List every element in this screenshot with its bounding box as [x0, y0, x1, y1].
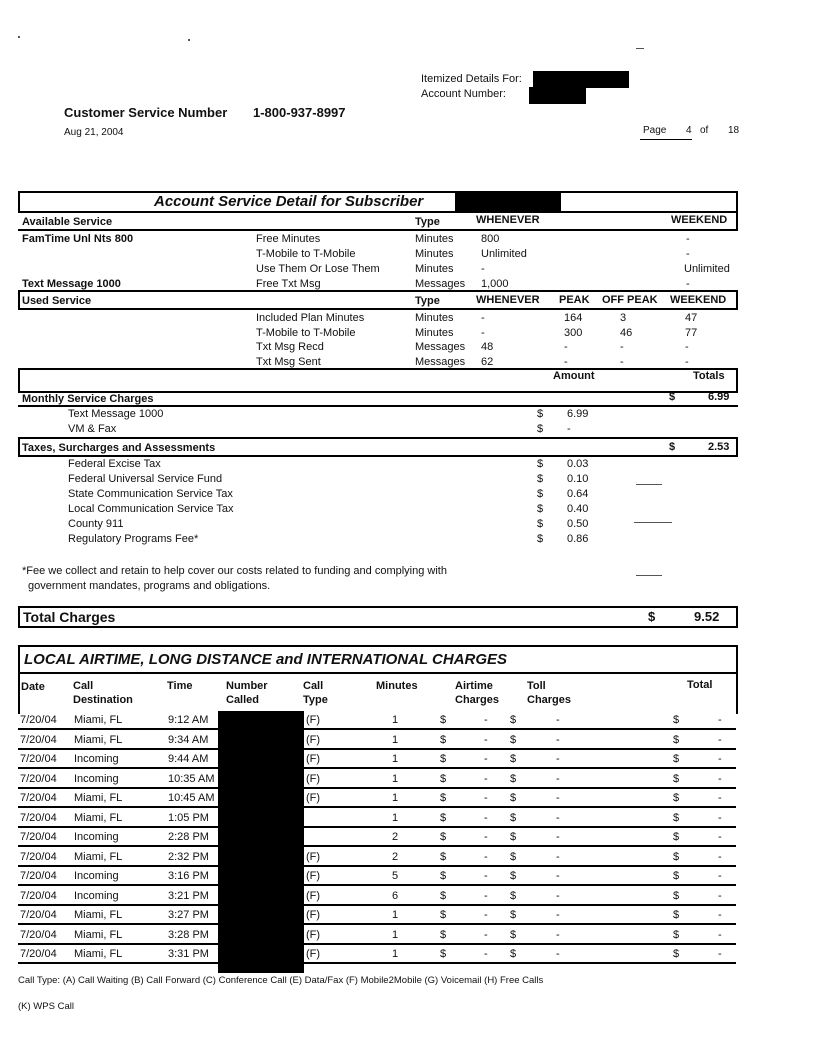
col-time: Time [167, 680, 193, 692]
used-peak-value: 300 [564, 326, 583, 339]
footnote-line-1: *Fee we collect and retain to help cover our costs related to funding and complying with [22, 565, 447, 577]
tax-item-currency: $ [537, 458, 544, 470]
available-service-type: Minutes [415, 233, 454, 245]
call-time: 3:16 PM [168, 870, 209, 882]
toll-currency: $ [510, 850, 517, 863]
airtime-charge: - [484, 831, 488, 843]
col-minutes: Minutes [376, 680, 418, 692]
call-type: (F) [306, 792, 321, 804]
toll-currency: $ [510, 870, 517, 882]
call-minutes: 1 [392, 733, 399, 746]
tax-item-amount: 0.64 [567, 488, 589, 500]
col-toll-1: Toll [527, 680, 546, 692]
call-total: - [718, 811, 722, 824]
monthly-item-amount: 6.99 [567, 408, 589, 420]
toll-currency: $ [510, 928, 517, 941]
call-row [18, 945, 736, 964]
toll-charge: - [556, 909, 560, 921]
airtime-currency: $ [440, 948, 447, 960]
used-offpeak-value: - [620, 355, 624, 368]
page-label: Page [643, 125, 667, 136]
redacted-subscriber-name [533, 71, 629, 88]
call-row [18, 711, 736, 730]
call-total: - [718, 792, 722, 804]
used-weekend-value: - [685, 355, 689, 368]
col-calltype-1: Call [303, 680, 324, 692]
toll-charge: - [556, 714, 560, 726]
available-service-label: Available Service [22, 216, 113, 228]
airtime-currency: $ [440, 831, 447, 843]
amount-totals-header-box [18, 368, 738, 393]
call-minutes: 1 [392, 948, 399, 960]
total-currency: $ [673, 928, 680, 941]
call-time: 3:21 PM [168, 889, 209, 902]
call-total: - [718, 870, 722, 882]
airtime-charge: - [484, 733, 488, 746]
toll-currency: $ [510, 811, 517, 824]
available-service-type: Messages [415, 278, 466, 290]
airtime-charge: - [484, 909, 488, 921]
available-weekend-label: WEEKEND [671, 214, 728, 226]
call-minutes: 1 [392, 714, 399, 726]
available-whenever-value: 800 [481, 233, 500, 245]
call-type: (F) [306, 772, 321, 785]
tax-item-amount: 0.03 [567, 458, 589, 470]
airtime-charge: - [484, 870, 488, 882]
total-currency: $ [673, 811, 680, 824]
call-type: (F) [306, 870, 321, 882]
account-detail-title: Account Service Detail for Subscriber [154, 193, 424, 210]
airtime-currency: $ [440, 870, 447, 882]
col-number-1: Number [226, 680, 268, 692]
call-type: (F) [306, 714, 321, 726]
calls-left-edge [18, 674, 20, 714]
used-peak-value: - [564, 341, 568, 353]
used-service-desc: T-Mobile to T-Mobile [256, 326, 356, 339]
airtime-currency: $ [440, 792, 447, 804]
page-underline [640, 139, 692, 140]
used-service-desc: Txt Msg Recd [256, 341, 324, 353]
available-weekend-value: - [686, 248, 690, 260]
airtime-currency: $ [440, 928, 447, 941]
call-date: 7/20/04 [20, 909, 57, 921]
monthly-charges-label: Monthly Service Charges [22, 393, 154, 405]
airtime-currency: $ [440, 889, 447, 902]
toll-charge: - [556, 831, 560, 843]
call-type-legend: Call Type: (A) Call Waiting (B) Call Forward (C) Conference Call (E) Data/Fax (F) Mobile2Mobile (G) Voicemail (H) Free Calls [18, 975, 544, 986]
call-date: 7/20/04 [20, 811, 57, 824]
call-destination: Miami, FL [74, 928, 123, 941]
call-minutes: 5 [392, 870, 399, 882]
airtime-charge: - [484, 753, 488, 765]
used-offpeak-label: OFF PEAK [602, 294, 658, 306]
row-divider [18, 962, 736, 964]
toll-currency: $ [510, 889, 517, 902]
call-destination: Miami, FL [74, 811, 123, 824]
used-weekend-value: - [685, 341, 689, 353]
airtime-currency: $ [440, 811, 447, 824]
call-date: 7/20/04 [20, 714, 57, 726]
tax-item-name: County 911 [68, 518, 124, 530]
col-airtime-2: Charges [455, 694, 500, 706]
total-currency: $ [673, 733, 680, 746]
taxes-total-currency: $ [669, 441, 676, 453]
scan-speck [636, 484, 662, 485]
used-offpeak-value: 46 [620, 326, 633, 339]
total-currency: $ [673, 948, 680, 960]
toll-charge: - [556, 753, 560, 765]
used-whenever-value: 62 [481, 355, 494, 368]
call-time: 9:12 AM [168, 714, 209, 726]
redacted-account-number [529, 87, 586, 104]
tax-item-amount: 0.40 [567, 503, 589, 515]
col-calltype-2: Type [303, 694, 328, 706]
scan-speck [18, 36, 20, 38]
airtime-charge: - [484, 850, 488, 863]
monthly-item-currency: $ [537, 423, 544, 435]
available-plan-name: FamTime Unl Nts 800 [22, 233, 134, 245]
call-type: (F) [306, 948, 321, 960]
call-destination: Miami, FL [74, 733, 123, 746]
available-service-type: Minutes [415, 248, 454, 260]
taxes-label: Taxes, Surcharges and Assessments [22, 442, 216, 454]
scan-speck [636, 575, 662, 576]
available-service-desc: Free Txt Msg [256, 278, 321, 290]
used-service-type: Messages [415, 355, 466, 368]
call-type: (F) [306, 753, 321, 765]
tax-item-amount: 0.86 [567, 533, 589, 545]
used-service-type: Minutes [415, 326, 454, 339]
call-time: 3:27 PM [168, 909, 209, 921]
total-currency: $ [673, 831, 680, 843]
call-total: - [718, 831, 722, 843]
call-minutes: 1 [392, 772, 399, 785]
airtime-currency: $ [440, 850, 447, 863]
airtime-charge: - [484, 811, 488, 824]
col-number-2: Called [226, 694, 260, 706]
available-whenever-label: WHENEVER [476, 214, 540, 226]
total-currency: $ [673, 792, 680, 804]
call-destination: Incoming [74, 870, 119, 882]
call-type: (F) [306, 733, 321, 746]
statement-date: Aug 21, 2004 [64, 127, 124, 138]
total-currency: $ [673, 850, 680, 863]
call-total: - [718, 909, 722, 921]
toll-currency: $ [510, 714, 517, 726]
available-header-rule [18, 229, 738, 231]
used-service-type: Messages [415, 341, 466, 353]
call-minutes: 2 [392, 850, 399, 863]
available-plan-name: Text Message 1000 [22, 278, 121, 290]
call-total: - [718, 753, 722, 765]
call-type-legend-2: (K) WPS Call [18, 1001, 74, 1012]
footnote-line-2: government mandates, programs and obligations. [28, 580, 271, 592]
available-type-label: Type [415, 216, 440, 228]
used-service-desc: Txt Msg Sent [256, 355, 321, 368]
call-total: - [718, 948, 722, 960]
call-minutes: 2 [392, 831, 399, 843]
itemized-details-label: Itemized Details For: [421, 73, 522, 85]
call-destination: Miami, FL [74, 792, 123, 804]
toll-currency: $ [510, 831, 517, 843]
monthly-total-currency: $ [669, 391, 676, 403]
available-service-desc: T-Mobile to T-Mobile [256, 248, 356, 260]
call-type: (F) [306, 928, 321, 941]
airtime-currency: $ [440, 909, 447, 921]
call-total: - [718, 889, 722, 902]
call-date: 7/20/04 [20, 889, 57, 902]
call-date: 7/20/04 [20, 850, 57, 863]
tax-item-name: Federal Universal Service Fund [68, 473, 223, 485]
call-destination: Miami, FL [74, 909, 123, 921]
toll-currency: $ [510, 753, 517, 765]
call-total: - [718, 733, 722, 746]
toll-charge: - [556, 928, 560, 941]
tax-item-currency: $ [537, 488, 544, 500]
col-destination-2: Destination [73, 694, 133, 706]
calls-right-edge [736, 674, 738, 714]
toll-charge: - [556, 870, 560, 882]
total-currency: $ [673, 753, 680, 765]
used-whenever-label: WHENEVER [476, 294, 540, 306]
airtime-currency: $ [440, 772, 447, 785]
toll-currency: $ [510, 948, 517, 960]
amount-label: Amount [553, 370, 595, 382]
available-service-desc: Use Them Or Lose Them [256, 263, 380, 275]
available-weekend-value: - [686, 278, 690, 290]
col-airtime-1: Airtime [455, 680, 493, 692]
available-whenever-value: - [481, 263, 485, 275]
toll-charge: - [556, 889, 560, 902]
call-minutes: 1 [392, 909, 399, 921]
airtime-currency: $ [440, 714, 447, 726]
call-minutes: 1 [392, 753, 399, 765]
total-charges-box [18, 606, 738, 628]
col-toll-2: Charges [527, 694, 572, 706]
airtime-charge: - [484, 948, 488, 960]
tax-item-name: State Communication Service Tax [68, 488, 233, 500]
total-currency: $ [673, 772, 680, 785]
call-date: 7/20/04 [20, 733, 57, 746]
call-total: - [718, 714, 722, 726]
used-offpeak-value: 3 [620, 312, 627, 324]
call-minutes: 1 [392, 792, 399, 804]
used-weekend-label: WEEKEND [670, 294, 727, 306]
call-time: 3:28 PM [168, 928, 209, 941]
toll-charge: - [556, 811, 560, 824]
toll-currency: $ [510, 792, 517, 804]
taxes-total: 2.53 [708, 441, 730, 453]
monthly-item-currency: $ [537, 408, 544, 420]
monthly-item-name: VM & Fax [68, 423, 117, 435]
page-number: 4 [686, 125, 692, 136]
call-row [18, 809, 736, 828]
call-destination: Incoming [74, 772, 119, 785]
total-charges-amount: 9.52 [694, 609, 720, 624]
call-minutes: 1 [392, 928, 399, 941]
available-whenever-value: Unlimited [481, 248, 527, 260]
call-destination: Miami, FL [74, 714, 123, 726]
call-time: 10:35 AM [168, 772, 215, 785]
call-row [18, 848, 736, 867]
tax-item-name: Regulatory Programs Fee* [68, 533, 199, 545]
tax-item-name: Federal Excise Tax [68, 458, 161, 470]
available-weekend-value: Unlimited [684, 263, 730, 275]
tax-item-currency: $ [537, 518, 544, 530]
airtime-charge: - [484, 772, 488, 785]
used-whenever-value: - [481, 326, 485, 339]
call-type: (F) [306, 850, 321, 863]
airtime-charge: - [484, 889, 488, 902]
tax-item-currency: $ [537, 473, 544, 485]
call-destination: Miami, FL [74, 948, 123, 960]
available-whenever-value: 1,000 [481, 278, 509, 290]
scan-speck [634, 522, 672, 523]
toll-charge: - [556, 733, 560, 746]
airtime-charge: - [484, 792, 488, 804]
page-of: of [700, 125, 709, 136]
tax-item-amount: 0.50 [567, 518, 589, 530]
call-row [18, 867, 736, 886]
call-destination: Miami, FL [74, 850, 123, 863]
used-peak-label: PEAK [559, 294, 590, 306]
call-minutes: 6 [392, 889, 399, 902]
call-row [18, 828, 736, 847]
toll-currency: $ [510, 909, 517, 921]
call-time: 9:34 AM [168, 733, 209, 746]
available-header-edge [736, 212, 738, 230]
call-date: 7/20/04 [20, 772, 57, 785]
total-charges-currency: $ [648, 609, 656, 624]
tax-item-name: Local Communication Service Tax [68, 503, 234, 515]
used-service-type: Minutes [415, 312, 454, 324]
used-peak-value: - [564, 355, 568, 368]
call-row [18, 770, 736, 789]
monthly-total: 6.99 [708, 391, 730, 403]
call-row [18, 750, 736, 769]
toll-charge: - [556, 772, 560, 785]
page-total: 18 [728, 125, 740, 136]
calls-title: LOCAL AIRTIME, LONG DISTANCE and INTERNATIONAL CHARGES [24, 651, 508, 668]
call-date: 7/20/04 [20, 753, 57, 765]
call-type: (F) [306, 909, 321, 921]
available-service-desc: Free Minutes [256, 233, 321, 245]
account-number-label: Account Number: [421, 88, 506, 100]
call-row [18, 731, 736, 750]
toll-currency: $ [510, 772, 517, 785]
toll-charge: - [556, 948, 560, 960]
total-currency: $ [673, 889, 680, 902]
call-row [18, 906, 736, 925]
col-total: Total [687, 679, 713, 691]
call-total: - [718, 850, 722, 863]
redacted-subscriber [455, 193, 561, 211]
call-time: 1:05 PM [168, 811, 209, 824]
call-minutes: 1 [392, 811, 399, 824]
used-peak-value: 164 [564, 312, 583, 324]
call-total: - [718, 772, 722, 785]
total-charges-label: Total Charges [23, 609, 116, 625]
col-destination-1: Call [73, 680, 94, 692]
available-service-type: Minutes [415, 263, 454, 275]
airtime-currency: $ [440, 733, 447, 746]
call-time: 2:28 PM [168, 831, 209, 843]
call-time: 2:32 PM [168, 850, 209, 863]
call-date: 7/20/04 [20, 831, 57, 843]
call-destination: Incoming [74, 753, 119, 765]
call-date: 7/20/04 [20, 948, 57, 960]
call-date: 7/20/04 [20, 928, 57, 941]
call-row [18, 887, 736, 906]
scan-speck [188, 39, 190, 41]
tax-item-amount: 0.10 [567, 473, 589, 485]
totals-label: Totals [693, 370, 725, 382]
airtime-charge: - [484, 714, 488, 726]
customer-service-label: Customer Service Number [64, 105, 228, 120]
total-currency: $ [673, 714, 680, 726]
call-row [18, 926, 736, 945]
total-currency: $ [673, 870, 680, 882]
tax-item-currency: $ [537, 533, 544, 545]
call-row [18, 789, 736, 808]
airtime-charge: - [484, 928, 488, 941]
available-weekend-value: - [686, 233, 690, 245]
toll-currency: $ [510, 733, 517, 746]
used-type-label: Type [415, 295, 440, 307]
total-currency: $ [673, 909, 680, 921]
toll-charge: - [556, 850, 560, 863]
used-weekend-value: 47 [685, 312, 698, 324]
tax-item-currency: $ [537, 503, 544, 515]
used-service-desc: Included Plan Minutes [256, 312, 365, 324]
col-date: Date [21, 681, 45, 693]
monthly-item-amount: - [567, 423, 571, 435]
call-destination: Incoming [74, 889, 119, 902]
used-offpeak-value: - [620, 341, 624, 353]
used-service-label: Used Service [22, 295, 92, 307]
toll-charge: - [556, 792, 560, 804]
used-whenever-value: - [481, 312, 485, 324]
call-date: 7/20/04 [20, 870, 57, 882]
call-time: 10:45 AM [168, 792, 215, 804]
call-time: 9:44 AM [168, 753, 209, 765]
used-whenever-value: 48 [481, 341, 494, 353]
call-total: - [718, 928, 722, 941]
airtime-currency: $ [440, 753, 447, 765]
monthly-item-name: Text Message 1000 [68, 408, 164, 420]
call-time: 3:31 PM [168, 948, 209, 960]
call-date: 7/20/04 [20, 792, 57, 804]
scan-speck [636, 48, 644, 49]
call-type: (F) [306, 889, 321, 902]
used-weekend-value: 77 [685, 326, 698, 339]
call-destination: Incoming [74, 831, 119, 843]
monthly-header-rule [18, 405, 738, 407]
customer-service-number: 1-800-937-8997 [253, 105, 346, 120]
